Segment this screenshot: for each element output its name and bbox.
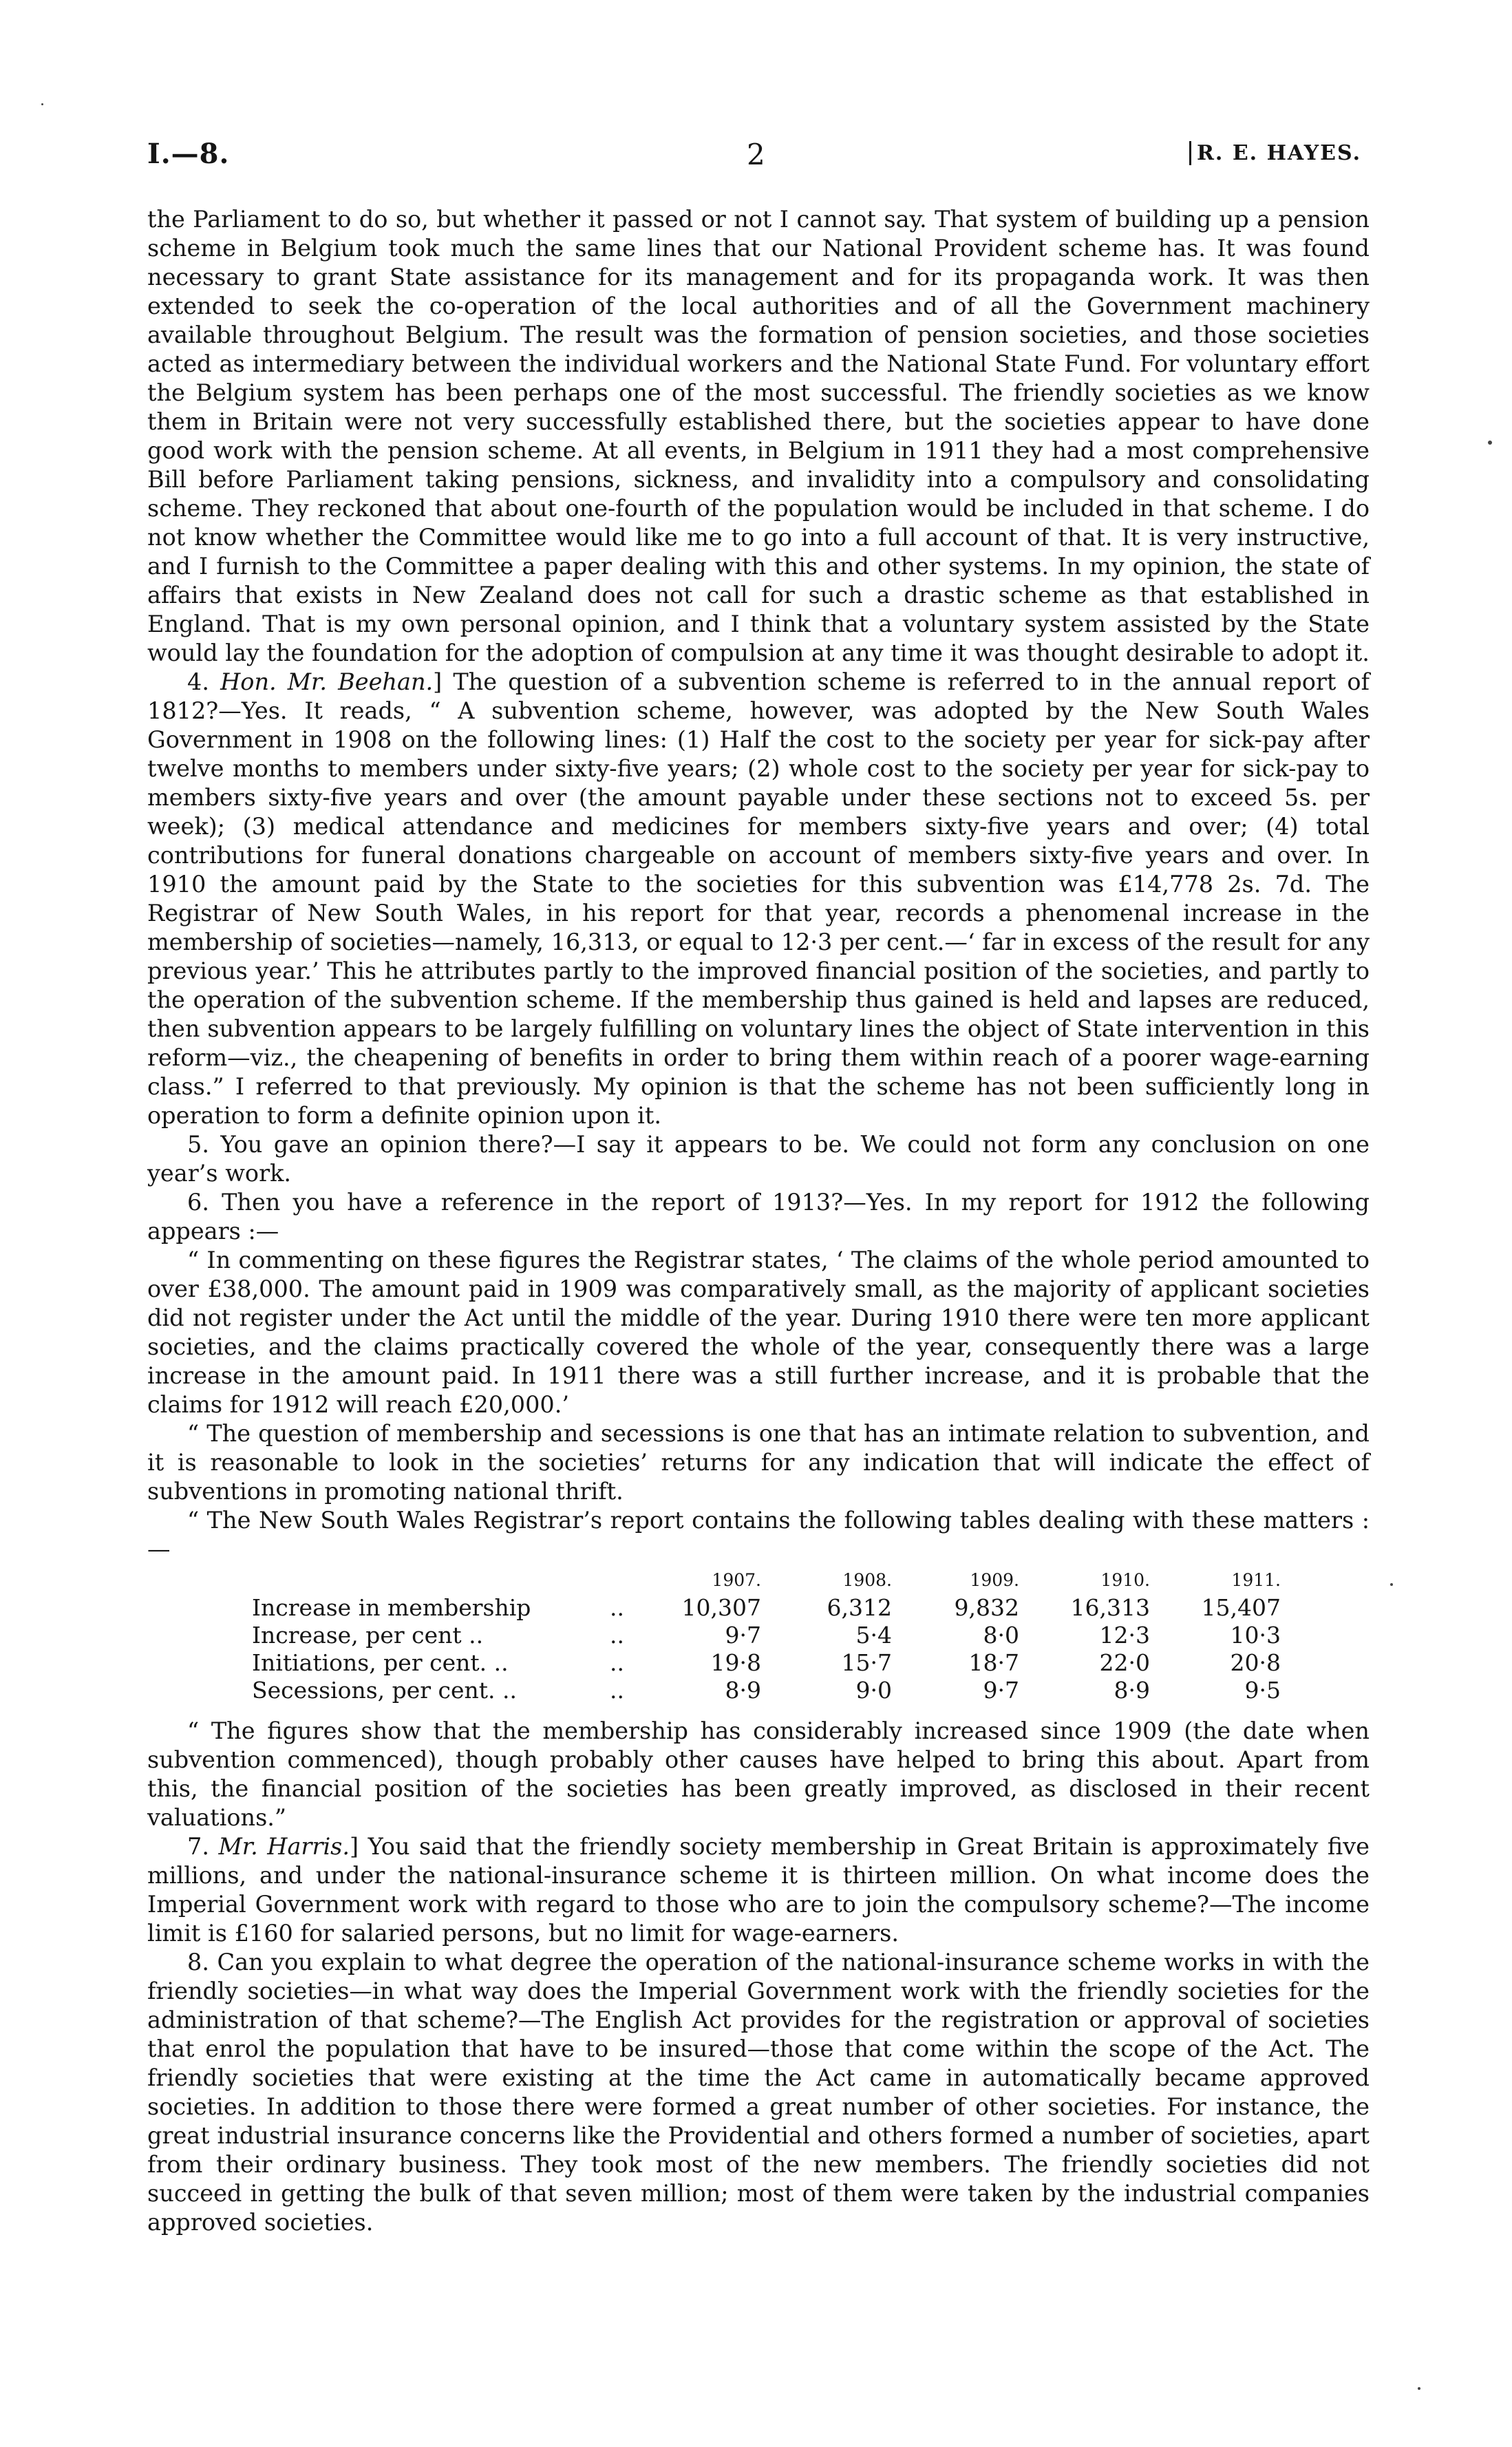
membership-table <box>252 1567 1281 1704</box>
scan-speck <box>41 103 43 105</box>
table-cell: 8·9 <box>1114 1677 1150 1704</box>
table-cell: 22·0 <box>1099 1649 1150 1676</box>
paragraph-8: 8. Can you explain to what degree the operation of the national-insurance scheme works in with the friendly societies—in what way does the Imperial Government work with the friendly societies for the administration of that scheme?—The English Act provides for the registration or approval of societies that enrol the population that have to be insured—those that come within the scope of the Act. The friendly societies that were existing at the time the Act came in automatically became approved societies. In addition to those there were formed a great number of other societies. For instance, the great industrial insurance concerns like the Providential and others formed a number of societies, apart from their ordinary business. They took most of the new members. The friendly societies did not succeed in getting the bulk of that seven million; most of them were taken by the industrial companies approved societies. <box>147 1949 1370 2236</box>
scan-speck <box>1390 1583 1393 1586</box>
question-number: 7. <box>187 1833 209 1860</box>
table-cell: 8·9 <box>725 1677 761 1704</box>
year-header: 1909. <box>970 1570 1019 1590</box>
table-cell: 19·8 <box>710 1649 761 1676</box>
table-row <box>252 1677 1281 1704</box>
year-header: 1910. <box>1100 1570 1150 1590</box>
year-header: 1911. <box>1231 1570 1281 1590</box>
speaker-name: Hon. Mr. Beehan. <box>220 668 434 695</box>
scan-speck <box>1488 441 1492 445</box>
table-cell: 20·8 <box>1230 1649 1281 1676</box>
scan-speck <box>1418 2387 1420 2390</box>
table-header-blank <box>252 1567 610 1594</box>
table-cell: 10·3 <box>1230 1622 1281 1649</box>
table-header-blank <box>610 1567 658 1594</box>
leader-dots: .. <box>610 1649 624 1676</box>
table-cell: 6,312 <box>827 1594 892 1621</box>
table-row <box>252 1649 1281 1677</box>
row-label: Increase, per cent .. <box>252 1622 484 1649</box>
table-cell: 15·7 <box>841 1649 892 1676</box>
table-row <box>252 1594 1281 1622</box>
table-cell: 9·5 <box>1244 1677 1281 1704</box>
witness-name <box>1189 141 1361 165</box>
table-cell: 9,832 <box>954 1594 1019 1621</box>
question-number: 4. <box>187 668 209 695</box>
page-number: 2 <box>747 138 765 171</box>
table-cell: 16,313 <box>1070 1594 1150 1621</box>
paragraph-6: 6. Then you have a reference in the report of 1913?—Yes. In my report for 1912 the following appears :— <box>147 1189 1370 1244</box>
quote-registrar-claims: “ In commenting on these figures the Registrar states, ‘ The claims of the whole period amounted to over £38,000. The amount paid in 1909 was comparatively small, as the majority of applicant societies did not register under the Act until the middle of the year. During 1910 there were ten more applicant societies, and the claims practically covered the whole of the year, consequently there was a large increase in the amount paid. In 1911 there was a still further increase, and it is probable that the claims for 1912 will reach £20,000.’ <box>147 1247 1370 1418</box>
year-header: 1908. <box>842 1570 892 1590</box>
paragraph-text: ] The question of a subvention scheme is referred to in the annual report of 1812?—Yes. It reads, “ A subvention scheme, however, was adopted by the New South Wales Government in 1908 on the following lines: (1) Half the cost to the society per year for sick-pay after twelve months to members under sixty-five years; (2) whole cost to the society per year for sick-pay to members sixty-five years and over (the amount payable under these sections not to exceed 5s. per week); (3) medical attendance and medicines for members sixty-five years and over; (4) total contributions for funeral donations chargeable on account of members sixty-five years and over. In 1910 the amount paid by the State to the societies for this subvention was £14,778 2s. 7d. The Registrar of New South Wales, in his report for that year, records a phenomenal increase in the membership of societies—namely, 16,313, or equal to 12·3 per cent.—‘ far in excess of the result for any previous year.’ This he attributes partly to the improved financial position of the societies, and partly to the operation of the subvention scheme. If the membership thus gained is held and lapses are reduced, then subvention appears to be largely fulfilling on voluntary lines the object of State intervention in this reform—viz., the cheapening of benefits in order to bring them within reach of a poorer wage-earning class.” I referred to that previously. My opinion is that the scheme has not been sufficiently long in operation to form a definite opinion upon it. <box>147 668 1370 1129</box>
row-label: Increase in membership <box>252 1594 531 1621</box>
table-cell: 8·0 <box>983 1622 1019 1649</box>
quote-figures-conclusion: “ The figures show that the membership has considerably increased since 1909 (the date when subvention commenced), though probably other causes have helped to bring this about. Apart from this, the financial position of the societies has been greatly improved, as disclosed in their recent valuations.” <box>147 1717 1370 1831</box>
row-label: Initiations, per cent. .. <box>252 1649 509 1676</box>
leader-dots: .. <box>610 1594 624 1621</box>
quote-membership-secessions: “ The question of membership and secessions is one that has an intimate relation to subvention, and it is reasonable to look in the societies’ returns for any indication that will indicate the effect of subventions in promoting national thrift. <box>147 1420 1370 1505</box>
table-cell: 15,407 <box>1201 1594 1281 1621</box>
row-label: Secessions, per cent. .. <box>252 1677 518 1704</box>
table-cell: 9·7 <box>725 1622 761 1649</box>
witness-name-text: R. E. HAYES. <box>1189 141 1361 165</box>
body-text <box>147 205 1370 2237</box>
table-cell: 9·0 <box>855 1677 892 1704</box>
speaker-name: Mr. Harris. <box>218 1833 350 1860</box>
table-cell: 9·7 <box>983 1677 1019 1704</box>
paragraph-5: 5. You gave an opinion there?—I say it appears to be. We could not form any conclusion on one year’s work. <box>147 1131 1370 1187</box>
document-reference: I.—8. <box>147 138 230 170</box>
table-cell: 10,307 <box>681 1594 761 1621</box>
table-header-row <box>252 1567 1281 1594</box>
paragraph-4 <box>147 668 1370 1130</box>
table-row <box>252 1622 1281 1649</box>
table-cell: 18·7 <box>968 1649 1019 1676</box>
leader-dots: .. <box>610 1622 624 1649</box>
quote-tables-intro: “ The New South Wales Registrar’s report contains the following tables dealing with these matters :— <box>147 1507 1370 1563</box>
leader-dots: .. <box>610 1677 624 1704</box>
paragraph-text: ] You said that the friendly society membership in Great Britain is approximately five millions, and under the national-insurance scheme it is thirteen million. On what income does the Imperial Government work with regard to those who are to join the compulsory scheme?—The income limit is £160 for salaried persons, but no limit for wage-earners. <box>147 1833 1370 1947</box>
table-cell: 12·3 <box>1099 1622 1150 1649</box>
table-cell: 5·4 <box>855 1622 892 1649</box>
paragraph-7 <box>147 1832 1370 1948</box>
paragraph-continuation: the Parliament to do so, but whether it passed or not I cannot say. That system of building up a pension scheme in Belgium took much the same lines that our National Provident scheme has. It was found necessary to grant State assistance for its management and for its propaganda work. It was then extended to seek the co-operation of the local authorities and of all the Government machinery available throughout Belgium. The result was the formation of pension societies, and those societies acted as intermediary between the individual workers and the National State Fund. For voluntary effort the Belgium system has been perhaps one of the most successful. The friendly societies as we know them in Britain were not very successfully established there, but the societies appear to have done good work with the pension scheme. At all events, in Belgium in 1911 they had a most comprehensive Bill before Parliament taking pensions, sickness, and invalidity into a compulsory and consolidating scheme. They reckoned that about one-fourth of the population would be included in that scheme. I do not know whether the Committee would like me to go into a full account of that. It is very instructive, and I furnish to the Committee a paper dealing with this and other systems. In my opinion, the state of affairs that exists in New Zealand does not call for such a drastic scheme as that established in England. That is my own personal opinion, and I think that a voluntary system assisted by the State would lay the foundation for the adoption of compulsion at any time it was thought desirable to adopt it. <box>147 206 1370 666</box>
year-header: 1907. <box>712 1570 761 1590</box>
